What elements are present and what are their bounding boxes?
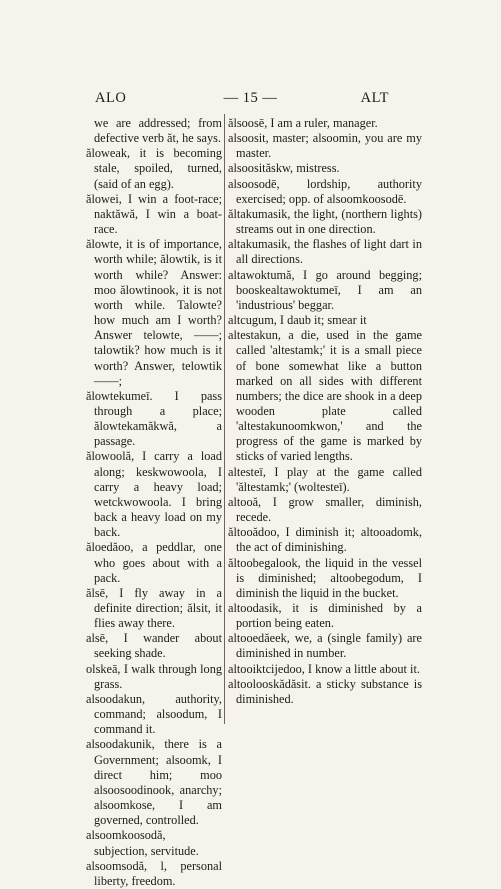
dictionary-entry: alsoosităskw, mistress. [228, 161, 340, 176]
dictionary-entry: alsoosit, master; alsoomin, you are my master. [228, 131, 422, 161]
dictionary-entry: ălowte, it is of importance, worth while; ălowtik, is it worth while? Answer: moo ălowtinook, it is not worth while. Talowte? how much am I worth? Answer telowte, ——; talowtik? how much is it worth? Answer, telowtik ——; [86, 237, 222, 388]
left-column [86, 116, 222, 889]
dictionary-entry: ălsoosē, I am a ruler, manager. [228, 116, 378, 130]
dictionary-entry: alsoomsodă, l, personal liberty, freedom. [86, 858, 222, 888]
dictionary-entry: altooedăeek, we, a (single family) are diminished in number. [228, 631, 422, 661]
page-header [0, 90, 501, 110]
dictionary-entry: altooiktcijedoo, I know a little about it. [228, 661, 420, 676]
dictionary-entry: alsoosodē, lordship, authority exercised; opp. of alsoomkoosodē. [228, 176, 422, 206]
header-right-guide-word: ALT [360, 90, 389, 106]
column-divider [224, 114, 225, 724]
dictionary-entry: alsoodakunik, there is a Government; alsoomk, I direct him; moo alsoosoodinook, anarchy; alsoomkose, I am governed, controlled. [86, 737, 222, 828]
dictionary-entry: altoolooskădăsit. a sticky substance is diminished. [228, 676, 422, 706]
dictionary-entry: altesteī, I play at the game called 'ăltestamk;' (woltesteī). [228, 464, 422, 494]
dictionary-entry: olskeā, I walk through long grass. [86, 661, 222, 691]
dictionary-entry: ălowtekumeī. I pass through a place; ălowtekamăkwă, a passage. [86, 388, 222, 449]
dictionary-entry: altakumasik, the flashes of light dart in all directions. [228, 237, 422, 267]
dictionary-entry: altawoktumă, I go around begging; booskealtawoktumeī, I am an 'industrious' beggar. [228, 267, 422, 312]
right-column [228, 116, 422, 707]
dictionary-entry: ăltooădoo, I diminish it; altooadomk, the act of diminishing. [228, 525, 422, 555]
dictionary-entry: altcugum, I daub it; smear it [228, 313, 367, 328]
header-left-guide-word: ALO [95, 90, 127, 106]
dictionary-entry: altooă, I grow smaller, diminish, recede. [228, 494, 422, 525]
dictionary-entry: ălowei, I win a foot-race; naktăwă, I win a boat-race. [86, 191, 222, 237]
dictionary-entry: we are addressed; from defective verb ăt, he says. [94, 116, 222, 146]
dictionary-entry: ăloedăoo, a peddlar, one who goes about with a pack. [86, 540, 222, 585]
dictionary-entry: ăltakumasik, the light, (northern lights) streams out in one direction. [228, 206, 422, 237]
dictionary-entry: ălowoolă, I carry a load along; keskwowoola, I carry a heavy load; wetckwowoola. I bring back a heavy load on my back. [86, 449, 222, 540]
dictionary-entry: alsoodakun, authority, command; alsoodum, I command it. [86, 691, 222, 737]
dictionary-entry: ăltoobegalook, the liquid in the vessel is diminished; altoobegodum, I diminish the liquid in the bucket. [228, 555, 422, 600]
dictionary-entry: altestakun, a die, used in the game called 'altestamk;' it is a small piece of bone somewhat like a button marked on all sides with different numbers; the dice are shook in a deep wooden plate called 'altestakunoomkwon,' and the progress of the game is marked by sticks of varied lengths. [228, 328, 422, 464]
dictionary-entry: ălsē, I fly away in a definite direction; ălsit, it flies away there. [86, 585, 222, 631]
dictionary-entry: alsoomkoosodă, subjection, servitude. [86, 828, 199, 858]
dictionary-entry: altoodasik, it is diminished by a portion being eaten. [228, 601, 422, 631]
page-number: — 15 — [223, 90, 278, 106]
dictionary-entry: alsē, I wander about seeking shade. [86, 631, 222, 661]
dictionary-entry: ăloweak, it is becoming stale, spoiled, turned, (said of an egg). [86, 146, 222, 191]
